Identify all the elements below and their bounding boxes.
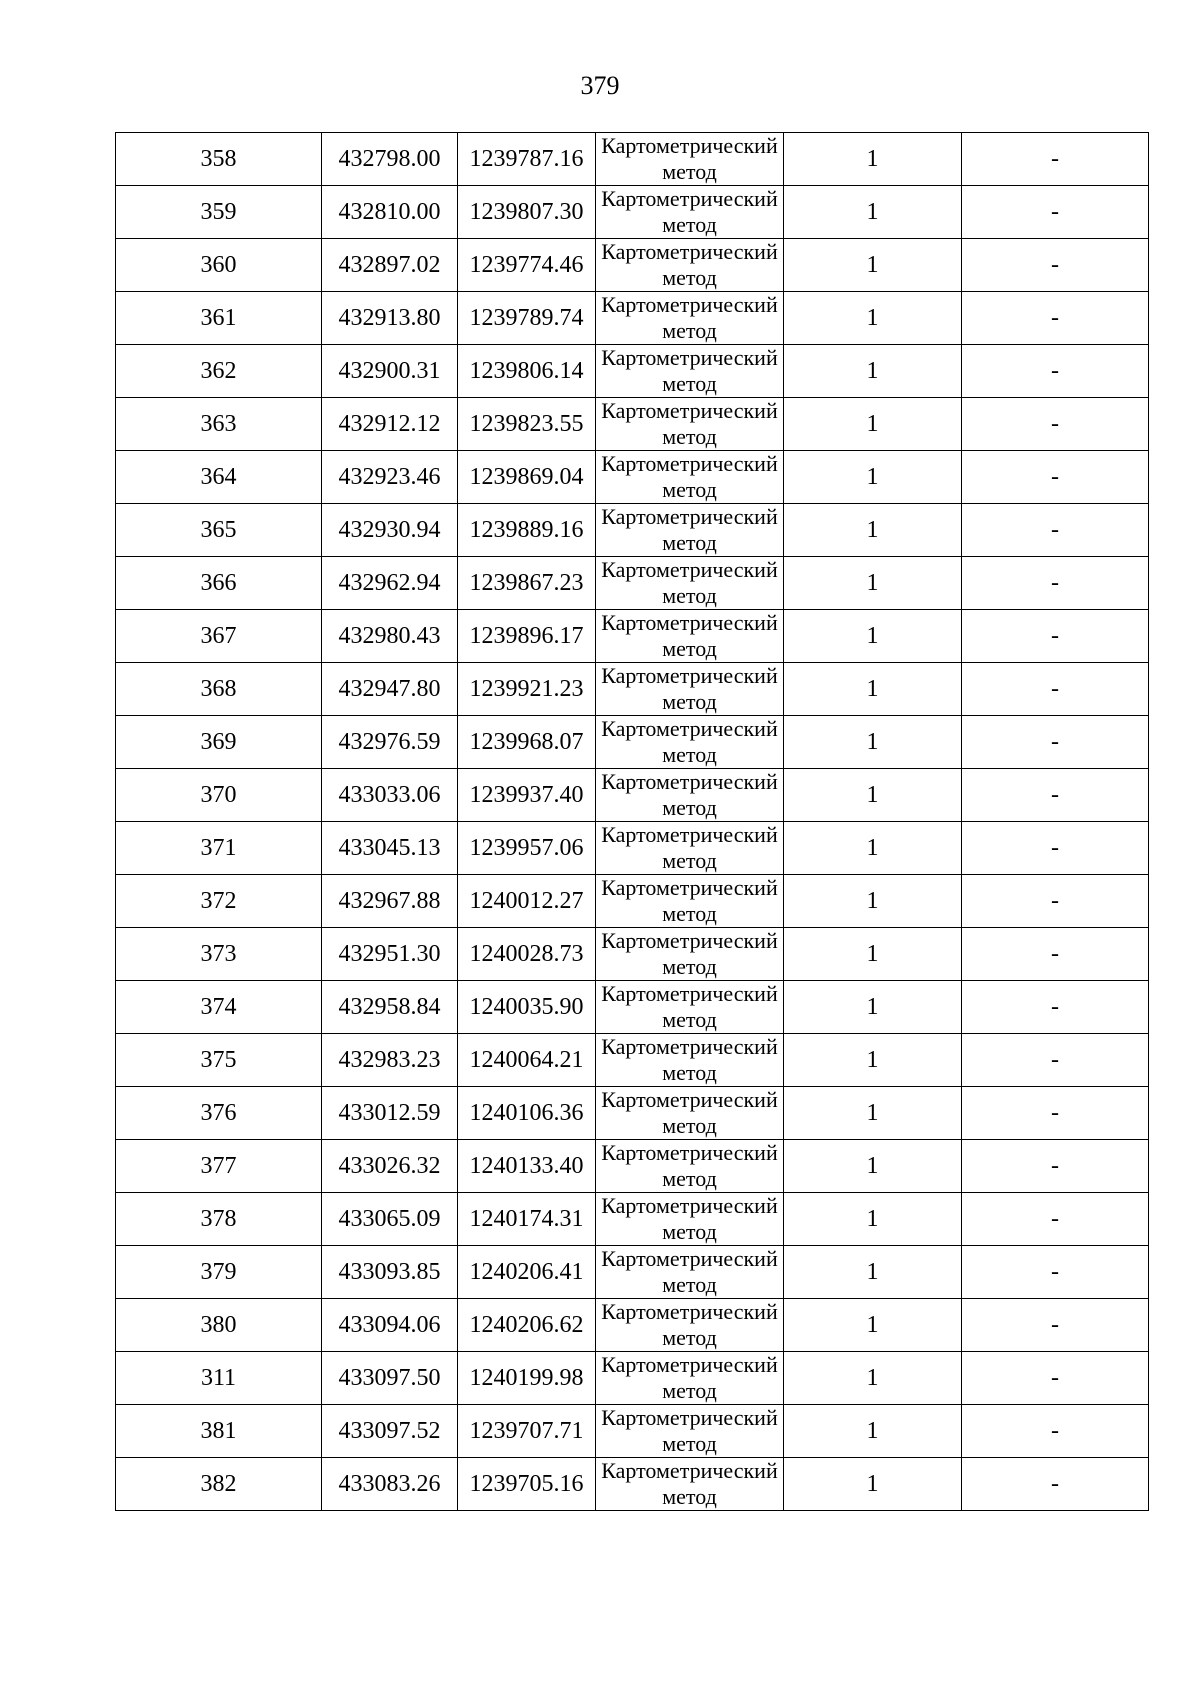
method-cell: Картометрический метод (596, 822, 784, 875)
note-cell: - (962, 186, 1149, 239)
point-number-cell: 373 (116, 928, 322, 981)
point-number-cell: 372 (116, 875, 322, 928)
y-coordinate-cell: 1239774.46 (458, 239, 596, 292)
note-cell: - (962, 451, 1149, 504)
y-coordinate-cell: 1239789.74 (458, 292, 596, 345)
x-coordinate-cell: 433026.32 (322, 1140, 458, 1193)
x-coordinate-cell: 432976.59 (322, 716, 458, 769)
method-cell: Картометрический метод (596, 133, 784, 186)
x-coordinate-cell: 433097.50 (322, 1352, 458, 1405)
point-number-cell: 364 (116, 451, 322, 504)
table-row (116, 292, 1149, 345)
y-coordinate-cell: 1239707.71 (458, 1405, 596, 1458)
accuracy-cell: 1 (784, 1246, 962, 1299)
y-coordinate-cell: 1239968.07 (458, 716, 596, 769)
x-coordinate-cell: 432900.31 (322, 345, 458, 398)
x-coordinate-cell: 433045.13 (322, 822, 458, 875)
note-cell: - (962, 1405, 1149, 1458)
point-number-cell: 380 (116, 1299, 322, 1352)
note-cell: - (962, 504, 1149, 557)
table-row (116, 1352, 1149, 1405)
x-coordinate-cell: 432980.43 (322, 610, 458, 663)
accuracy-cell: 1 (784, 398, 962, 451)
note-cell: - (962, 557, 1149, 610)
table-row (116, 345, 1149, 398)
x-coordinate-cell: 433094.06 (322, 1299, 458, 1352)
accuracy-cell: 1 (784, 186, 962, 239)
y-coordinate-cell: 1239921.23 (458, 663, 596, 716)
x-coordinate-cell: 432798.00 (322, 133, 458, 186)
table-row (116, 398, 1149, 451)
x-coordinate-cell: 433083.26 (322, 1458, 458, 1511)
method-cell: Картометрический метод (596, 398, 784, 451)
table-row (116, 239, 1149, 292)
note-cell: - (962, 133, 1149, 186)
note-cell: - (962, 1299, 1149, 1352)
page-number: 379 (580, 71, 620, 100)
point-number-cell: 361 (116, 292, 322, 345)
x-coordinate-cell: 432958.84 (322, 981, 458, 1034)
table-row (116, 133, 1149, 186)
table-row (116, 1087, 1149, 1140)
note-cell: - (962, 1034, 1149, 1087)
accuracy-cell: 1 (784, 1352, 962, 1405)
y-coordinate-cell: 1240035.90 (458, 981, 596, 1034)
note-cell: - (962, 398, 1149, 451)
table-row (116, 1405, 1149, 1458)
table-row (116, 769, 1149, 822)
accuracy-cell: 1 (784, 292, 962, 345)
point-number-cell: 378 (116, 1193, 322, 1246)
table-row (116, 1140, 1149, 1193)
y-coordinate-cell: 1239957.06 (458, 822, 596, 875)
x-coordinate-cell: 432962.94 (322, 557, 458, 610)
accuracy-cell: 1 (784, 1087, 962, 1140)
y-coordinate-cell: 1240028.73 (458, 928, 596, 981)
note-cell: - (962, 1087, 1149, 1140)
note-cell: - (962, 981, 1149, 1034)
coordinates-table (115, 132, 1149, 1511)
note-cell: - (962, 292, 1149, 345)
note-cell: - (962, 610, 1149, 663)
table-row (116, 981, 1149, 1034)
x-coordinate-cell: 432951.30 (322, 928, 458, 981)
y-coordinate-cell: 1240174.31 (458, 1193, 596, 1246)
method-cell: Картометрический метод (596, 716, 784, 769)
method-cell: Картометрический метод (596, 928, 784, 981)
method-cell: Картометрический метод (596, 875, 784, 928)
table-row (116, 663, 1149, 716)
accuracy-cell: 1 (784, 928, 962, 981)
y-coordinate-cell: 1239867.23 (458, 557, 596, 610)
table-row (116, 1034, 1149, 1087)
accuracy-cell: 1 (784, 822, 962, 875)
method-cell: Картометрический метод (596, 345, 784, 398)
y-coordinate-cell: 1240206.41 (458, 1246, 596, 1299)
coordinates-table-body (116, 133, 1149, 1511)
table-row (116, 504, 1149, 557)
point-number-cell: 358 (116, 133, 322, 186)
x-coordinate-cell: 433065.09 (322, 1193, 458, 1246)
note-cell: - (962, 1246, 1149, 1299)
note-cell: - (962, 345, 1149, 398)
y-coordinate-cell: 1239787.16 (458, 133, 596, 186)
y-coordinate-cell: 1239896.17 (458, 610, 596, 663)
x-coordinate-cell: 433012.59 (322, 1087, 458, 1140)
method-cell: Картометрический метод (596, 1246, 784, 1299)
point-number-cell: 368 (116, 663, 322, 716)
table-row (116, 875, 1149, 928)
accuracy-cell: 1 (784, 1405, 962, 1458)
table-row (116, 557, 1149, 610)
method-cell: Картометрический метод (596, 769, 784, 822)
x-coordinate-cell: 432923.46 (322, 451, 458, 504)
accuracy-cell: 1 (784, 557, 962, 610)
y-coordinate-cell: 1239807.30 (458, 186, 596, 239)
table-row (116, 1193, 1149, 1246)
method-cell: Картометрический метод (596, 1087, 784, 1140)
x-coordinate-cell: 432810.00 (322, 186, 458, 239)
note-cell: - (962, 875, 1149, 928)
accuracy-cell: 1 (784, 133, 962, 186)
point-number-cell: 370 (116, 769, 322, 822)
note-cell: - (962, 1352, 1149, 1405)
x-coordinate-cell: 432947.80 (322, 663, 458, 716)
note-cell: - (962, 928, 1149, 981)
point-number-cell: 367 (116, 610, 322, 663)
x-coordinate-cell: 432897.02 (322, 239, 458, 292)
note-cell: - (962, 1193, 1149, 1246)
point-number-cell: 379 (116, 1246, 322, 1299)
accuracy-cell: 1 (784, 451, 962, 504)
point-number-cell: 382 (116, 1458, 322, 1511)
point-number-cell: 365 (116, 504, 322, 557)
method-cell: Картометрический метод (596, 1193, 784, 1246)
accuracy-cell: 1 (784, 345, 962, 398)
y-coordinate-cell: 1239705.16 (458, 1458, 596, 1511)
method-cell: Картометрический метод (596, 1405, 784, 1458)
table-row (116, 1246, 1149, 1299)
method-cell: Картометрический метод (596, 981, 784, 1034)
accuracy-cell: 1 (784, 769, 962, 822)
accuracy-cell: 1 (784, 610, 962, 663)
table-row (116, 1458, 1149, 1511)
x-coordinate-cell: 432930.94 (322, 504, 458, 557)
accuracy-cell: 1 (784, 239, 962, 292)
point-number-cell: 359 (116, 186, 322, 239)
note-cell: - (962, 822, 1149, 875)
x-coordinate-cell: 432912.12 (322, 398, 458, 451)
x-coordinate-cell: 432983.23 (322, 1034, 458, 1087)
x-coordinate-cell: 433097.52 (322, 1405, 458, 1458)
accuracy-cell: 1 (784, 1458, 962, 1511)
point-number-cell: 362 (116, 345, 322, 398)
note-cell: - (962, 663, 1149, 716)
table-row (116, 928, 1149, 981)
y-coordinate-cell: 1240133.40 (458, 1140, 596, 1193)
method-cell: Картометрический метод (596, 292, 784, 345)
point-number-cell: 360 (116, 239, 322, 292)
accuracy-cell: 1 (784, 663, 962, 716)
x-coordinate-cell: 432967.88 (322, 875, 458, 928)
accuracy-cell: 1 (784, 1140, 962, 1193)
method-cell: Картометрический метод (596, 1034, 784, 1087)
x-coordinate-cell: 433093.85 (322, 1246, 458, 1299)
method-cell: Картометрический метод (596, 451, 784, 504)
x-coordinate-cell: 432913.80 (322, 292, 458, 345)
accuracy-cell: 1 (784, 1034, 962, 1087)
y-coordinate-cell: 1239937.40 (458, 769, 596, 822)
accuracy-cell: 1 (784, 1193, 962, 1246)
method-cell: Картометрический метод (596, 663, 784, 716)
point-number-cell: 377 (116, 1140, 322, 1193)
method-cell: Картометрический метод (596, 1458, 784, 1511)
accuracy-cell: 1 (784, 875, 962, 928)
y-coordinate-cell: 1240106.36 (458, 1087, 596, 1140)
method-cell: Картометрический метод (596, 1299, 784, 1352)
y-coordinate-cell: 1239806.14 (458, 345, 596, 398)
method-cell: Картометрический метод (596, 557, 784, 610)
table-row (116, 822, 1149, 875)
point-number-cell: 363 (116, 398, 322, 451)
note-cell: - (962, 1458, 1149, 1511)
accuracy-cell: 1 (784, 716, 962, 769)
point-number-cell: 374 (116, 981, 322, 1034)
method-cell: Картометрический метод (596, 610, 784, 663)
y-coordinate-cell: 1240064.21 (458, 1034, 596, 1087)
method-cell: Картометрический метод (596, 1140, 784, 1193)
method-cell: Картометрический метод (596, 186, 784, 239)
y-coordinate-cell: 1240206.62 (458, 1299, 596, 1352)
y-coordinate-cell: 1239823.55 (458, 398, 596, 451)
accuracy-cell: 1 (784, 981, 962, 1034)
point-number-cell: 376 (116, 1087, 322, 1140)
table-row (116, 1299, 1149, 1352)
y-coordinate-cell: 1239889.16 (458, 504, 596, 557)
accuracy-cell: 1 (784, 1299, 962, 1352)
method-cell: Картометрический метод (596, 239, 784, 292)
point-number-cell: 369 (116, 716, 322, 769)
point-number-cell: 311 (116, 1352, 322, 1405)
note-cell: - (962, 769, 1149, 822)
point-number-cell: 366 (116, 557, 322, 610)
method-cell: Картометрический метод (596, 504, 784, 557)
y-coordinate-cell: 1240199.98 (458, 1352, 596, 1405)
y-coordinate-cell: 1240012.27 (458, 875, 596, 928)
table-row (116, 716, 1149, 769)
point-number-cell: 375 (116, 1034, 322, 1087)
accuracy-cell: 1 (784, 504, 962, 557)
y-coordinate-cell: 1239869.04 (458, 451, 596, 504)
method-cell: Картометрический метод (596, 1352, 784, 1405)
point-number-cell: 381 (116, 1405, 322, 1458)
note-cell: - (962, 1140, 1149, 1193)
x-coordinate-cell: 433033.06 (322, 769, 458, 822)
note-cell: - (962, 716, 1149, 769)
table-row (116, 610, 1149, 663)
table-row (116, 186, 1149, 239)
note-cell: - (962, 239, 1149, 292)
table-row (116, 451, 1149, 504)
point-number-cell: 371 (116, 822, 322, 875)
